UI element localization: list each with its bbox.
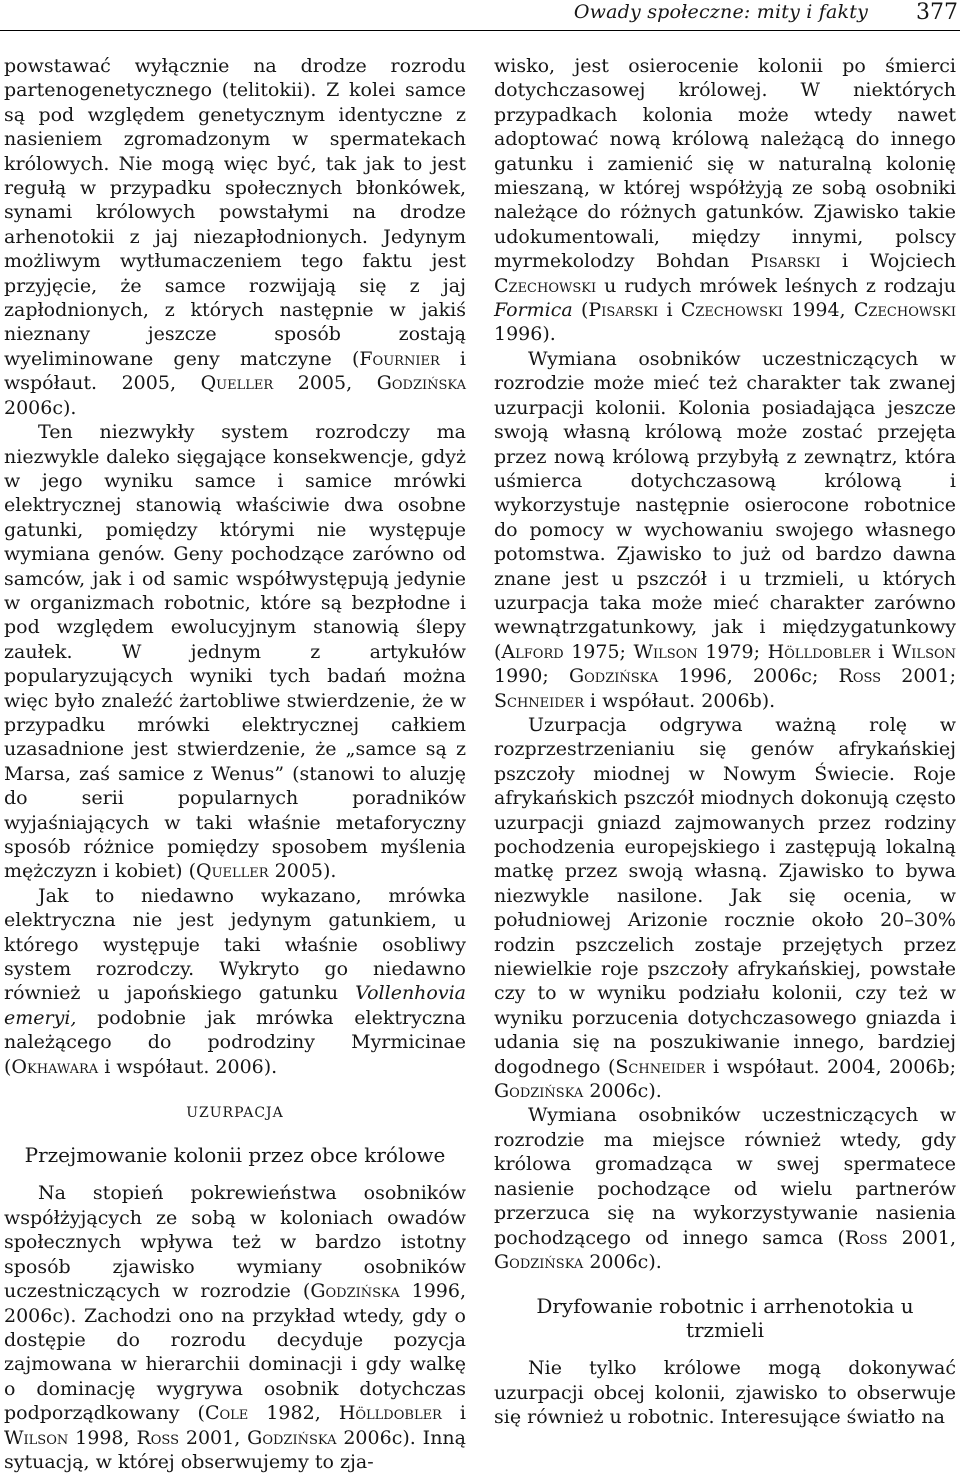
- citation-author: Ross: [838, 665, 882, 688]
- text: 1998,: [68, 1426, 137, 1449]
- paragraph: [4, 54, 466, 420]
- text: wisko, jest osierocenie kolonii po śmierci dotychczasowej królowej. W niektórych przypadkach kolonia może wtedy nawet adoptować nową królową należącą do innego gatunku i zamienić się w naturalną kolonię mieszaną, w której współżyją ze sobą osobniki należące do różnych gatunków. Zjawisko takie udokumentowali, między innymi, polscy myrmekolodzy Bohdan: [494, 55, 956, 273]
- citation-author: Alford: [501, 640, 564, 663]
- text: 2006c). Inną sytuacją, w której obserwujemy to zja-: [4, 1426, 466, 1473]
- citation-author: Czechowski: [853, 299, 956, 322]
- text: 1982,: [248, 1402, 339, 1425]
- text: 2006c).: [4, 396, 77, 419]
- page-number: 377: [916, 0, 958, 25]
- right-column: [494, 54, 956, 1430]
- citation-author: Godzińska: [310, 1280, 400, 1303]
- paragraph: [494, 713, 956, 1104]
- text: i współaut. 2006b).: [584, 689, 776, 712]
- text: (: [572, 299, 589, 322]
- text: u rudych mrówek leśnych z rodzaju: [596, 274, 956, 297]
- citation-author: Godzińska: [376, 372, 466, 395]
- text: 2001;: [881, 665, 957, 688]
- paragraph: [4, 1181, 466, 1474]
- text: 2005).: [268, 860, 337, 883]
- citation-author: Schneider: [615, 1055, 706, 1078]
- text: podobnie jak mrówka elektryczna należącego do podrodziny Myrmicinae (: [4, 1006, 466, 1078]
- text: 1975;: [563, 640, 634, 663]
- text: 1996, 2006c;: [658, 665, 839, 688]
- paragraph: [494, 347, 956, 713]
- citation-author: Queller: [196, 860, 269, 883]
- text: Na stopień pokrewieństwa osobników współżyjących ze sobą w koloniach owadów społecznych wpływa też w bardzo istotny sposób zjawisko wymiany osobników uczestniczących w rozrodzie (: [4, 1182, 466, 1303]
- text: i: [870, 640, 892, 663]
- citation-author: Pisarski: [750, 250, 821, 273]
- section-heading: Przejmowanie kolonii przez obce królowe: [24, 1143, 446, 1168]
- citation-author: Wilson: [633, 640, 698, 663]
- paragraph: [4, 884, 466, 1079]
- citation-author: Godzińska: [494, 1080, 584, 1103]
- running-header: [0, 0, 960, 31]
- text: 1990;: [494, 665, 569, 688]
- citation-author: Fournier: [359, 347, 440, 370]
- citation-author: Wilson: [4, 1426, 69, 1449]
- citation-author: Godzińska: [568, 665, 659, 688]
- text: 1994,: [782, 299, 854, 322]
- citation-author: Wilson: [891, 640, 957, 663]
- citation-author: Ross: [136, 1426, 179, 1449]
- text: 2006c).: [583, 1250, 662, 1273]
- genus-name: Formica: [494, 299, 573, 322]
- paragraph: Nie tylko królowe mogą dokonywać uzurpacji obcej kolonii, zjawisko to obserwuje się również u robotnic. Interesujące światło na: [494, 1357, 956, 1429]
- citation-author: Queller: [200, 372, 274, 395]
- text: Ten niezwykły system rozrodczy ma niezwykle daleko sięgające konsekwencje, gdyż w jego wyniku samce i samice mrówki elektrycznej stanowią właściwie dwa osobne gatunki, pomiędzy którymi nie występuje wymiana genów. Geny pochodzące zarówno od samców, jak i od samic współwystępują jedynie w organizmach robotnic, które są bezpłodne i pod względem ewolucyjnym stanowią ślepy zaułek. W jednym z artykułów popularyzujących wyniki tych badań można więc było znaleźć żartobliwe stwierdzenie, że w przypadku mrówki elektrycznej całkiem uzasadnione jest stwierdzenie, że „samce są z Marsa, zaś samice z Wenus” (stanowi to aluzję do serii popularnych poradników wyjaśniających w taki właśnie metaforyczny sposób różnice pomiędzy sposobem myślenia mężczyzn i kobiet) (: [4, 421, 466, 883]
- running-title: Owady społeczne: mity i fakty: [573, 1, 868, 23]
- text: powstawać wyłącznie na drodze rozrodu partenogenetycznego (telitokii). Z kolei samce są pod względem genetycznym identyczne z nasieniem zgromadzonym w spermatekach królowych. Nie mogą więc być, tak jak to jest regułą w przypadku społecznych błonkówek, synami królowych powstałymi na drodze arhenotokii z jaj niezapłodnionych. Jedynym możliwym wytłumaczeniem tego faktu jest przyjęcie, że samce rozwijają się z jaj zapłodnionych, z których następnie w jakiś nieznany jeszcze sposób zostają wyeliminowane geny matczyne (: [4, 55, 466, 370]
- text: 2001,: [178, 1426, 248, 1449]
- text: 2001,: [887, 1226, 956, 1249]
- section-heading: Dryfowanie robotnic i arrhenotokia u trzmieli: [536, 1294, 914, 1343]
- section-label: UZURPACJA: [186, 1105, 284, 1122]
- citation-author: Hölldobler: [767, 640, 871, 663]
- citation-author: Czechowski: [680, 299, 783, 322]
- citation-author: Schneider: [494, 689, 585, 712]
- text: i: [658, 299, 681, 322]
- text: 1979;: [697, 640, 768, 663]
- paragraph: [494, 1103, 956, 1274]
- left-column: [4, 54, 466, 1474]
- paragraph: [4, 420, 466, 884]
- citation-author: Hölldobler: [338, 1402, 442, 1425]
- citation-author: Godzińska: [494, 1250, 584, 1273]
- text: i współaut. 2006).: [98, 1055, 278, 1078]
- text: 2005,: [273, 372, 377, 395]
- text: Wymiana osobników uczestniczących w rozrodzie może mieć też charakter tak zwanej uzurpacji kolonii. Kolonia posiadająca jeszcze swoją własną królową może zostać przejęta przez nową królową przybyłą z zewnątrz, która uśmierca dotychczasową królową i wykorzystuje następnie osierocone robotnice do pomocy w wychowaniu swojego własnego potomstwa. Zjawisko to już od bardzo dawna znane jest u pszczół i u trzmieli, u których uzurpacja taka może mieć charakter zarówno wewnątrzgatunkowy, jak i międzygatunkowy (: [494, 347, 956, 663]
- text: i: [441, 1402, 466, 1425]
- species-name: Vollenhovia emeryi,: [4, 982, 466, 1029]
- text: i Wojciech: [820, 250, 956, 273]
- text: 1996).: [494, 323, 556, 346]
- text: Wymiana osobników uczestniczących w rozrodzie ma miejsce również wtedy, gdy królowa gromadząca w swej spermatece nasienie pochodzące od wielu partnerów przerzuca się na wykorzystywanie nasienia pochodzącego od innego samca (: [494, 1104, 956, 1249]
- text: 2006c).: [583, 1080, 662, 1103]
- text: Jak to niedawno wykazano, mrówka elektryczna nie jest jedynym gatunkiem, u którego występuje taki właśnie osobliwy system rozrodczy. Wykryto go niedawno również u japońskiego gatunku: [4, 884, 466, 1005]
- text: Uzurpacja odgrywa ważną rolę w rozprzestrzenianiu się genów afrykańskiej pszczoły miodnej w Nowym Świecie. Roje afrykańskich pszczół miodnych dokonują często uzurpacji gniazd zajmowanych przez rodziny pochodzenia europejskiego i zastępują lokalną matkę przez swoją własną. Zjawisko to bywa niezwykle nasilone. Jak się ocenia, w południowej Arizonie rocznie około 20–30% rodzin pszczelich zostaje przejętych przez niewielkie roje pszczoły afrykańskiej, powstałe czy to w wyniku podziału kolonii, czy też w wyniku porzucenia dotychczasowego gniazda i udania się na poszukiwanie innego, bardziej dogodnego (: [494, 713, 956, 1078]
- citation-author: Okhawara: [11, 1055, 99, 1078]
- citation-author: Godzińska: [247, 1426, 337, 1449]
- citation-author: Cole: [204, 1402, 249, 1425]
- text: 1996, 2006c). Zachodzi ono na przykład wtedy, gdy o dostępie do rozrodu decyduje pozycja zajmowana w hierarchii dominacji i gdy walkę o dominację wygrywa osobnik dotychczas podporządkowany (: [4, 1280, 466, 1425]
- citation-author: Pisarski: [588, 299, 659, 322]
- citation-author: Czechowski: [494, 274, 597, 297]
- text: i współaut. 2005,: [4, 347, 466, 395]
- paragraph: [494, 54, 956, 347]
- text: i współaut. 2004, 2006b;: [705, 1055, 956, 1078]
- citation-author: Ross: [844, 1226, 888, 1249]
